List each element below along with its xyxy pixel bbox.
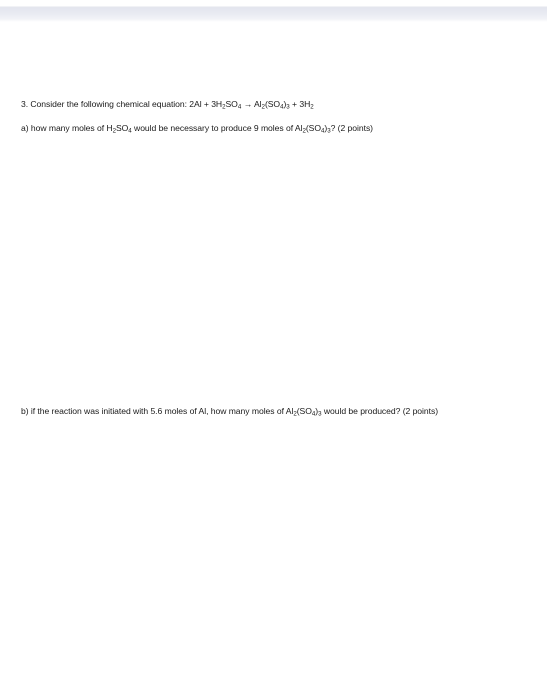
part-b-question: b) if the reaction was initiated with 5.6 moles of Al, how many moles of $Al_2(SO_4)_3$ would be produced? (2 points) xyxy=(21,406,439,418)
part-a-question: a) how many moles of $H_2SO_4$ would be necessary to produce 9 moles of $Al_2(SO_4)_3$? (2 points) xyxy=(21,123,373,135)
question-intro: 3. Consider the following chemical equation: $2Al + 3H_2SO_4 \to Al_2(SO_4)_3 + 3H_2$ xyxy=(21,99,314,111)
top-toolbar-strip xyxy=(0,0,547,22)
